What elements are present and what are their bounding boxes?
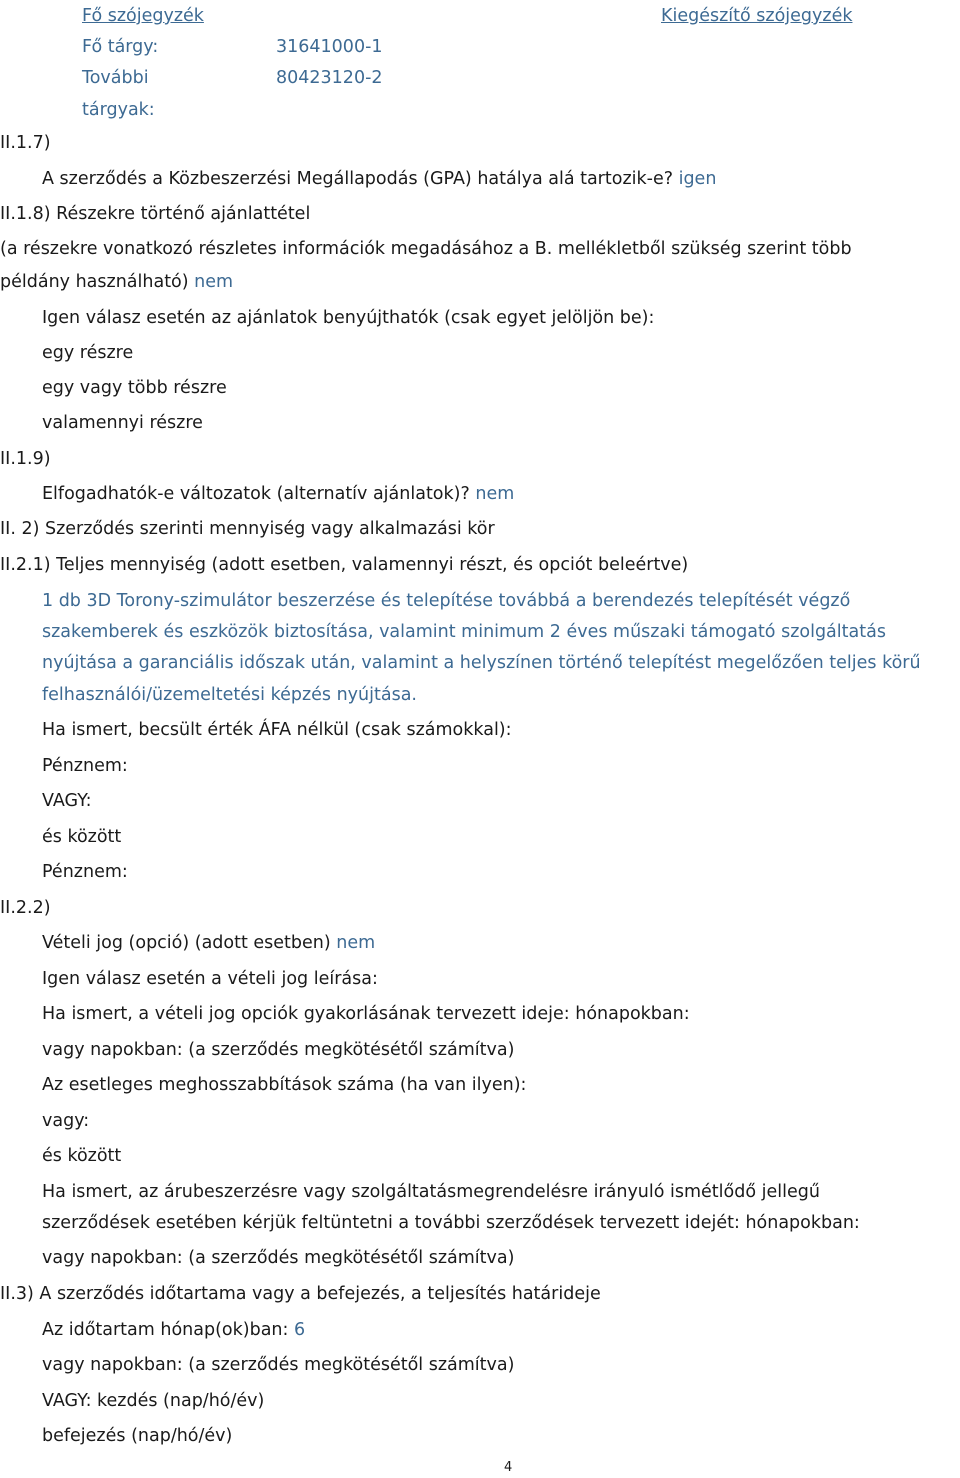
main-subject-code: 31641000-1	[276, 37, 383, 57]
between-label: és között	[42, 827, 122, 847]
variants-question: Elfogadhatók-e változatok (alternatív ajánlatok)? nem	[42, 484, 515, 504]
currency-label: Pénznem:	[42, 756, 128, 776]
option-if-yes: Igen válasz esetén a vételi jog leírása:	[42, 969, 378, 989]
section-heading-23: II.3) A szerződés időtartama vagy a befejezés, a teljesítés határideje	[0, 1284, 601, 1304]
extensions-or: vagy:	[42, 1111, 90, 1131]
section-number-119: II.1.9)	[0, 449, 51, 469]
section-heading-118: II.1.8) Részekre történő ajánlattétel	[0, 204, 311, 224]
recurring-line2: szerződések esetében kérjük feltüntetni a további szerződések tervezett idejét: hónapokban:	[42, 1213, 860, 1233]
extensions-label: Az esetleges meghosszabbítások száma (ha van ilyen):	[42, 1075, 527, 1095]
parts-note-line2: példány használható) nem	[0, 272, 234, 292]
parts-answer: nem	[194, 272, 234, 292]
recurring-days: vagy napokban: (a szerződés megkötésétől számítva)	[42, 1248, 515, 1268]
parts-option-one: egy részre	[42, 343, 134, 363]
start-date: VAGY: kezdés (nap/hó/év)	[42, 1391, 265, 1411]
option-answer: nem	[336, 933, 376, 953]
duration-months-value: 6	[294, 1320, 306, 1340]
duration-months: Az időtartam hónap(ok)ban: 6	[42, 1320, 306, 1340]
supplementary-vocabulary-link[interactable]: Kiegészítő szójegyzék	[661, 6, 853, 26]
quantity-description-line1: 1 db 3D Torony-szimulátor beszerzése és telepítése továbbá a berendezés telepítését végző	[42, 591, 851, 611]
estimated-value-label: Ha ismert, becsült érték ÁFA nélkül (csak számokkal):	[42, 720, 512, 740]
quantity-description-line2: szakemberek és eszközök biztosítása, valamint minimum 2 éves műszaki támogató szolgáltatás	[42, 622, 886, 642]
gpa-answer: igen	[678, 169, 717, 189]
recurring-line1: Ha ismert, az árubeszerzésre vagy szolgáltatásmegrendelésre irányuló ismétlődő jellegű	[42, 1182, 820, 1202]
additional-subjects-label: További	[82, 68, 149, 88]
main-vocabulary-link[interactable]: Fő szójegyzék	[82, 6, 204, 26]
parts-note-line1: (a részekre vonatkozó részletes információk megadásához a B. mellékletből szükség szerint több	[0, 239, 852, 259]
parts-if-yes: Igen válasz esetén az ajánlatok benyújthatók (csak egyet jelöljön be):	[42, 308, 655, 328]
main-subject-label: Fő tárgy:	[82, 37, 159, 57]
option-months: Ha ismert, a vételi jog opciók gyakorlásának tervezett ideje: hónapokban:	[42, 1004, 690, 1024]
gpa-question: A szerződés a Közbeszerzési Megállapodás (GPA) hatálya alá tartozik-e? igen	[42, 169, 717, 189]
quantity-description-line4: felhasználói/üzemeltetési képzés nyújtása.	[42, 685, 417, 705]
additional-subjects-label-cont: tárgyak:	[82, 100, 155, 120]
option-question: Vételi jog (opció) (adott esetben) nem	[42, 933, 376, 953]
duration-days: vagy napokban: (a szerződés megkötésétől számítva)	[42, 1355, 515, 1375]
parts-option-all: valamennyi részre	[42, 413, 203, 433]
section-number-117: II.1.7)	[0, 133, 51, 153]
section-number-222: II.2.2)	[0, 898, 51, 918]
section-heading-221: II.2.1) Teljes mennyiség (adott esetben, valamennyi részt, és opciót beleértve)	[0, 555, 689, 575]
section-heading-22: II. 2) Szerződés szerinti mennyiség vagy alkalmazási kör	[0, 519, 495, 539]
quantity-description-line3: nyújtása a garanciális időszak után, valamint a helyszínen történő telepítést megelőzően teljes körű	[42, 653, 921, 673]
currency-label-2: Pénznem:	[42, 862, 128, 882]
variants-answer: nem	[475, 484, 515, 504]
additional-subjects-code: 80423120-2	[276, 68, 383, 88]
parts-option-one-or-more: egy vagy több részre	[42, 378, 227, 398]
page-number: 4	[504, 1460, 513, 1475]
extensions-between: és között	[42, 1146, 122, 1166]
end-date: befejezés (nap/hó/év)	[42, 1426, 233, 1446]
or-label: VAGY:	[42, 791, 92, 811]
option-days: vagy napokban: (a szerződés megkötésétől számítva)	[42, 1040, 515, 1060]
